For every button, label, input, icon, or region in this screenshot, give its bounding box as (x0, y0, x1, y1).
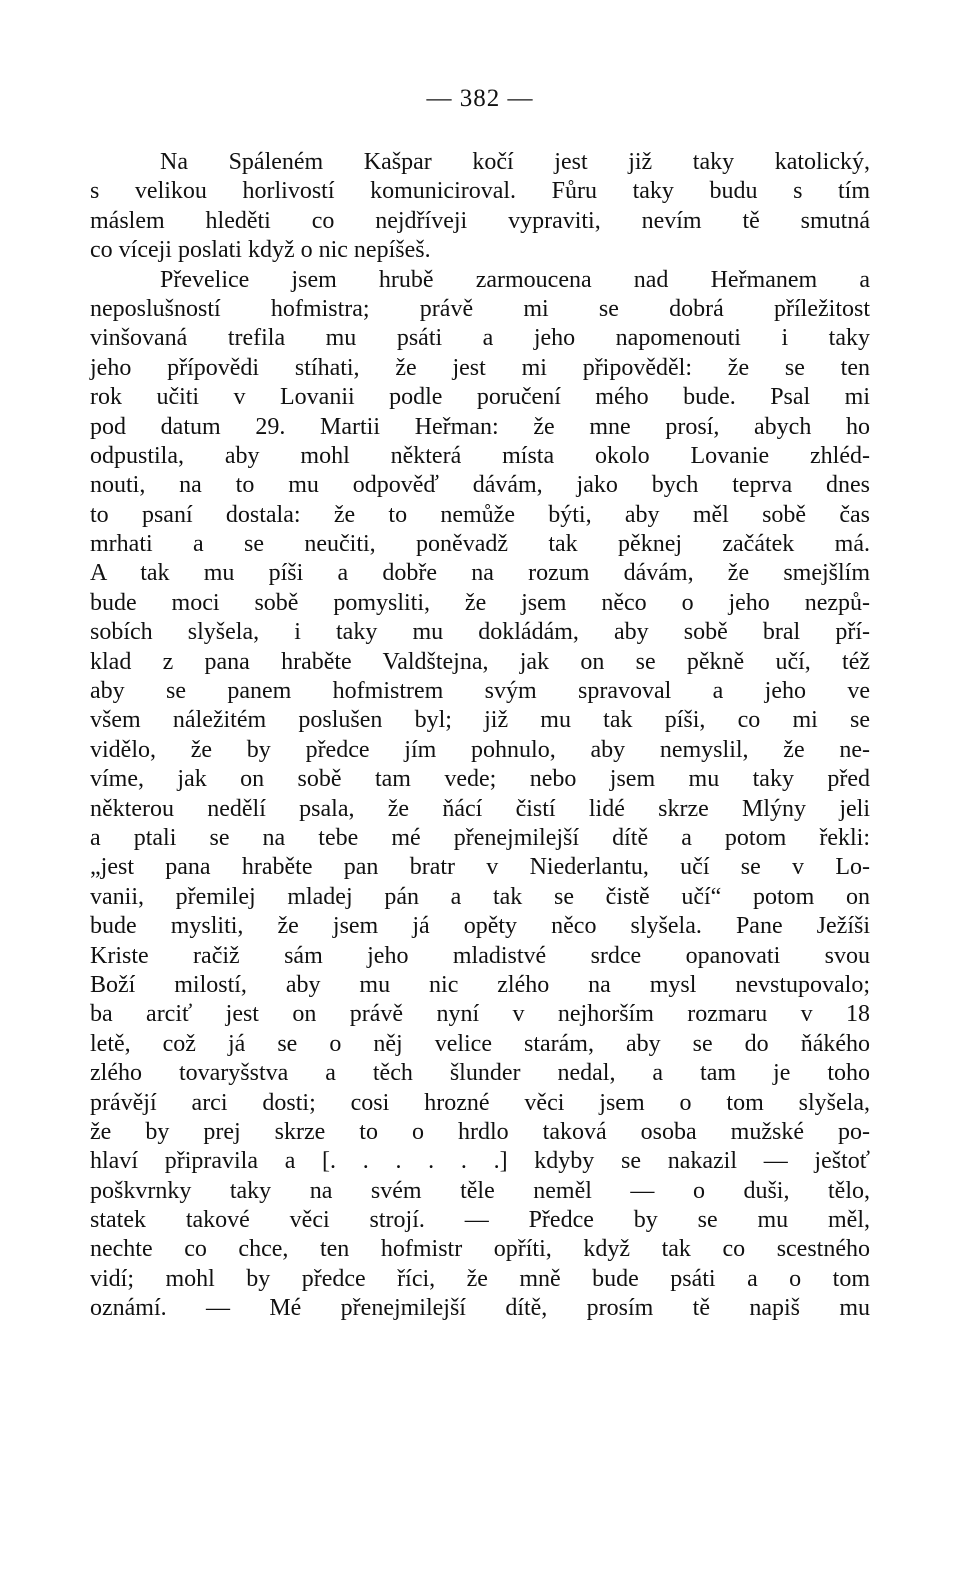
text-line: hlaví připravila a [. . . . . .] kdyby se nakazil — ještoť (90, 1148, 870, 1175)
text-line: odpustila, aby mohl některá místa okolo Lovanie zhléd- (90, 442, 870, 469)
text-line: s velikou horlivostí komuniciroval. Fůru taky budu s tím (90, 178, 870, 205)
text-line: to psaní dostala: že to nemůže býti, aby měl sobě čas (90, 501, 870, 528)
text-line: aby se panem hofmistrem svým spravoval a jeho ve (90, 678, 870, 705)
text-line: rok učiti v Lovanii podle poručení mého bude. Psal mi (90, 384, 870, 411)
text-line: oznámí. — Mé přenejmilejší dítě, prosím tě napiš mu (90, 1295, 870, 1322)
text-line: neposlušností hofmistra; právě mi se dobrá příležitost (90, 295, 870, 322)
text-line: Kriste račiž sám jeho mladistvé srdce opanovati svou (90, 942, 870, 969)
text-line: některou nedělí psala, že ňácí čistí lidé skrze Mlýny jeli (90, 795, 870, 822)
text-line: vidí; mohl by předce říci, že mně bude psáti a o tom (90, 1265, 870, 1292)
text-line: ba arciť jest on právě nyní v nejhorším rozmaru v 18 (90, 1001, 870, 1028)
text-line: statek takové věci strojí. — Předce by se mu měl, (90, 1207, 870, 1234)
body-text (90, 148, 870, 1324)
text-line: klad z pana hraběte Valdštejna, jak on se pěkně učí, též (90, 648, 870, 675)
text-line: pod datum 29. Martii Heřman: že mne prosí, abych ho (90, 413, 870, 440)
text-line: poškvrnky taky na svém těle neměl — o duši, tělo, (90, 1177, 870, 1204)
text-line: zlého tovaryšstva a těch šlunder nedal, a tam je toho (90, 1060, 870, 1087)
text-line: letě, což já se o něj velice starám, aby se do ňákého (90, 1030, 870, 1057)
text-line: „jest pana hraběte pan bratr v Niederlantu, učí se v Lo- (90, 854, 870, 881)
text-line: že by prej skrze to o hrdlo taková osoba mužské po- (90, 1118, 870, 1145)
text-line: A tak mu píši a dobře na rozum dávám, že smejšlím (90, 560, 870, 587)
text-line: Boží milostí, aby mu nic zlého na mysl nevstupovalo; (90, 971, 870, 998)
text-line: jeho přípovědi stíhati, že jest mi připověděl: že se ten (90, 354, 870, 381)
text-line: všem náležitém poslušen byl; již mu tak píši, co mi se (90, 707, 870, 734)
text-line: bude mysliti, že jsem já opěty něco slyšela. Pane Ježíši (90, 913, 870, 940)
text-line: mrhati a se neučiti, poněvadž tak pěknej začátek má. (90, 531, 870, 558)
text-line: a ptali se na tebe mé přenejmilejší dítě a potom řekli: (90, 824, 870, 851)
text-line: bude moci sobě pomysliti, že jsem něco o jeho nezpů- (90, 589, 870, 616)
text-line: Převelice jsem hrubě zarmoucena nad Heřmanem a (160, 266, 870, 293)
text-line: nouti, na to mu odpověď dávám, jako bych teprva dnes (90, 472, 870, 499)
text-line: vanii, přemilej mladej pán a tak se čistě učí“ potom on (90, 883, 870, 910)
text-line: nechte co chce, ten hofmistr opříti, když tak co scestného (90, 1236, 870, 1263)
text-line: máslem hleděti co nejdříveji vypraviti, nevím tě smutná (90, 207, 870, 234)
page-number: — 382 — (426, 85, 534, 112)
text-line: co víceji poslati když o nic nepíšeš. (90, 237, 431, 264)
text-line: vidělo, že by předce jím pohnulo, aby nemyslil, že ne- (90, 736, 870, 763)
text-line: právějí arci dosti; cosi hrozné věci jsem o tom slyšela, (90, 1089, 870, 1116)
text-line: vinšovaná trefila mu psáti a jeho napomenouti i taky (90, 325, 870, 352)
text-line: Na Spáleném Kašpar kočí jest již taky katolický, (160, 149, 870, 175)
text-line: víme, jak on sobě tam vede; nebo jsem mu taky před (90, 766, 870, 793)
text-line: sobích slyšela, i taky mu dokládám, aby sobě bral pří- (90, 619, 870, 646)
